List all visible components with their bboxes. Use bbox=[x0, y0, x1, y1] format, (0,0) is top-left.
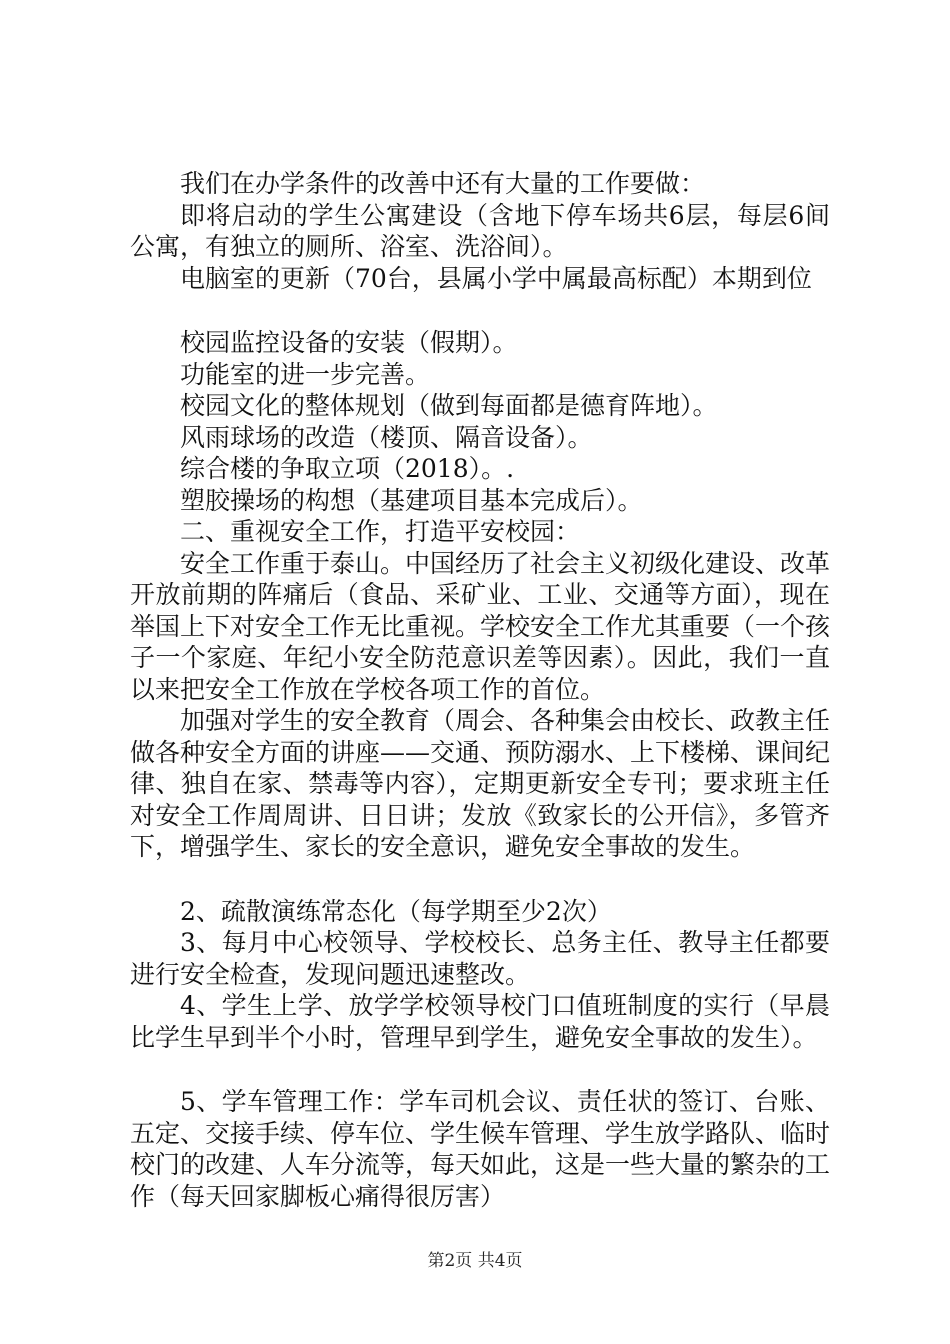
list-item-2: 2、疏散演练常态化（每学期至少2次） bbox=[180, 896, 612, 926]
paragraph-plastic-field: 塑胶操场的构想（基建项目基本完成后）。 bbox=[180, 485, 643, 515]
document-body bbox=[130, 168, 830, 1212]
section-heading-safety: 二、重视安全工作，打造平安校园： bbox=[180, 517, 581, 546]
paragraph-intro: 我们在办学条件的改善中还有大量的工作要做： bbox=[180, 169, 706, 198]
paragraph-court: 风雨球场的改造（楼顶、隔音设备）。 bbox=[180, 422, 593, 452]
paragraph-dormitory: 即将启动的学生公寓建设（含地下停车场共6层，每层6间公寓，有独立的厕所、浴室、洗浴间）。 bbox=[130, 200, 830, 261]
paragraph-safety-education: 加强对学生的安全教育（周会、各种集会由校长、政教主任做各种安全方面的讲座——交通、预防溺水、上下楼梯、课间纪律、独自在家、禁毒等内容），定期更新安全专刊；要求班主任对安全工作周周讲、日日讲；发放《致家长的公开信》，多管齐下，增强学生、家长的安全意识，避免安全事故的发生。 bbox=[130, 706, 831, 861]
page-number-footer: 第2页 共4页 bbox=[427, 1251, 523, 1271]
paragraph-function-rooms: 功能室的进一步完善。 bbox=[180, 359, 431, 389]
list-item-4: 4、学生上学、放学学校领导校门口值班制度的实行（早晨比学生早到半个小时，管理早到学生，避免安全事故的发生）。 bbox=[130, 991, 830, 1052]
paragraph-monitoring: 校园监控设备的安装（假期）。 bbox=[180, 328, 518, 357]
paragraph-computer-room: 电脑室的更新（70台，县属小学中属最高标配）本期到位 bbox=[180, 263, 812, 293]
list-item-3: 3、每月中心校领导、学校校长、总务主任、教导主任都要进行安全检查，发现问题迅速整改。 bbox=[130, 928, 830, 989]
list-item-5: 5、学车管理工作：学车司机会议、责任状的签订、台账、五定、交接手续、停车位、学生候车管理、学生放学路队、临时校门的改建、人车分流等，每天如此，这是一些大量的繁杂的工作（每天回家脚板心痛得很厉害） bbox=[130, 1087, 831, 1211]
paragraph-complex-building: 综合楼的争取立项（2018）。. bbox=[180, 454, 515, 483]
paragraph-campus-culture: 校园文化的整体规划（做到每面都是德育阵地）。 bbox=[180, 391, 718, 420]
paragraph-safety-importance: 安全工作重于泰山。中国经历了社会主义初级化建设、改革开放前期的阵痛后（食品、采矿业、工业、交通等方面），现在举国上下对安全工作无比重视。学校安全工作尤其重要（一个孩子一个家庭、年纪小安全防范意识差等因素）。因此，我们一直以来把安全工作放在学校各项工作的首位。 bbox=[130, 548, 831, 704]
